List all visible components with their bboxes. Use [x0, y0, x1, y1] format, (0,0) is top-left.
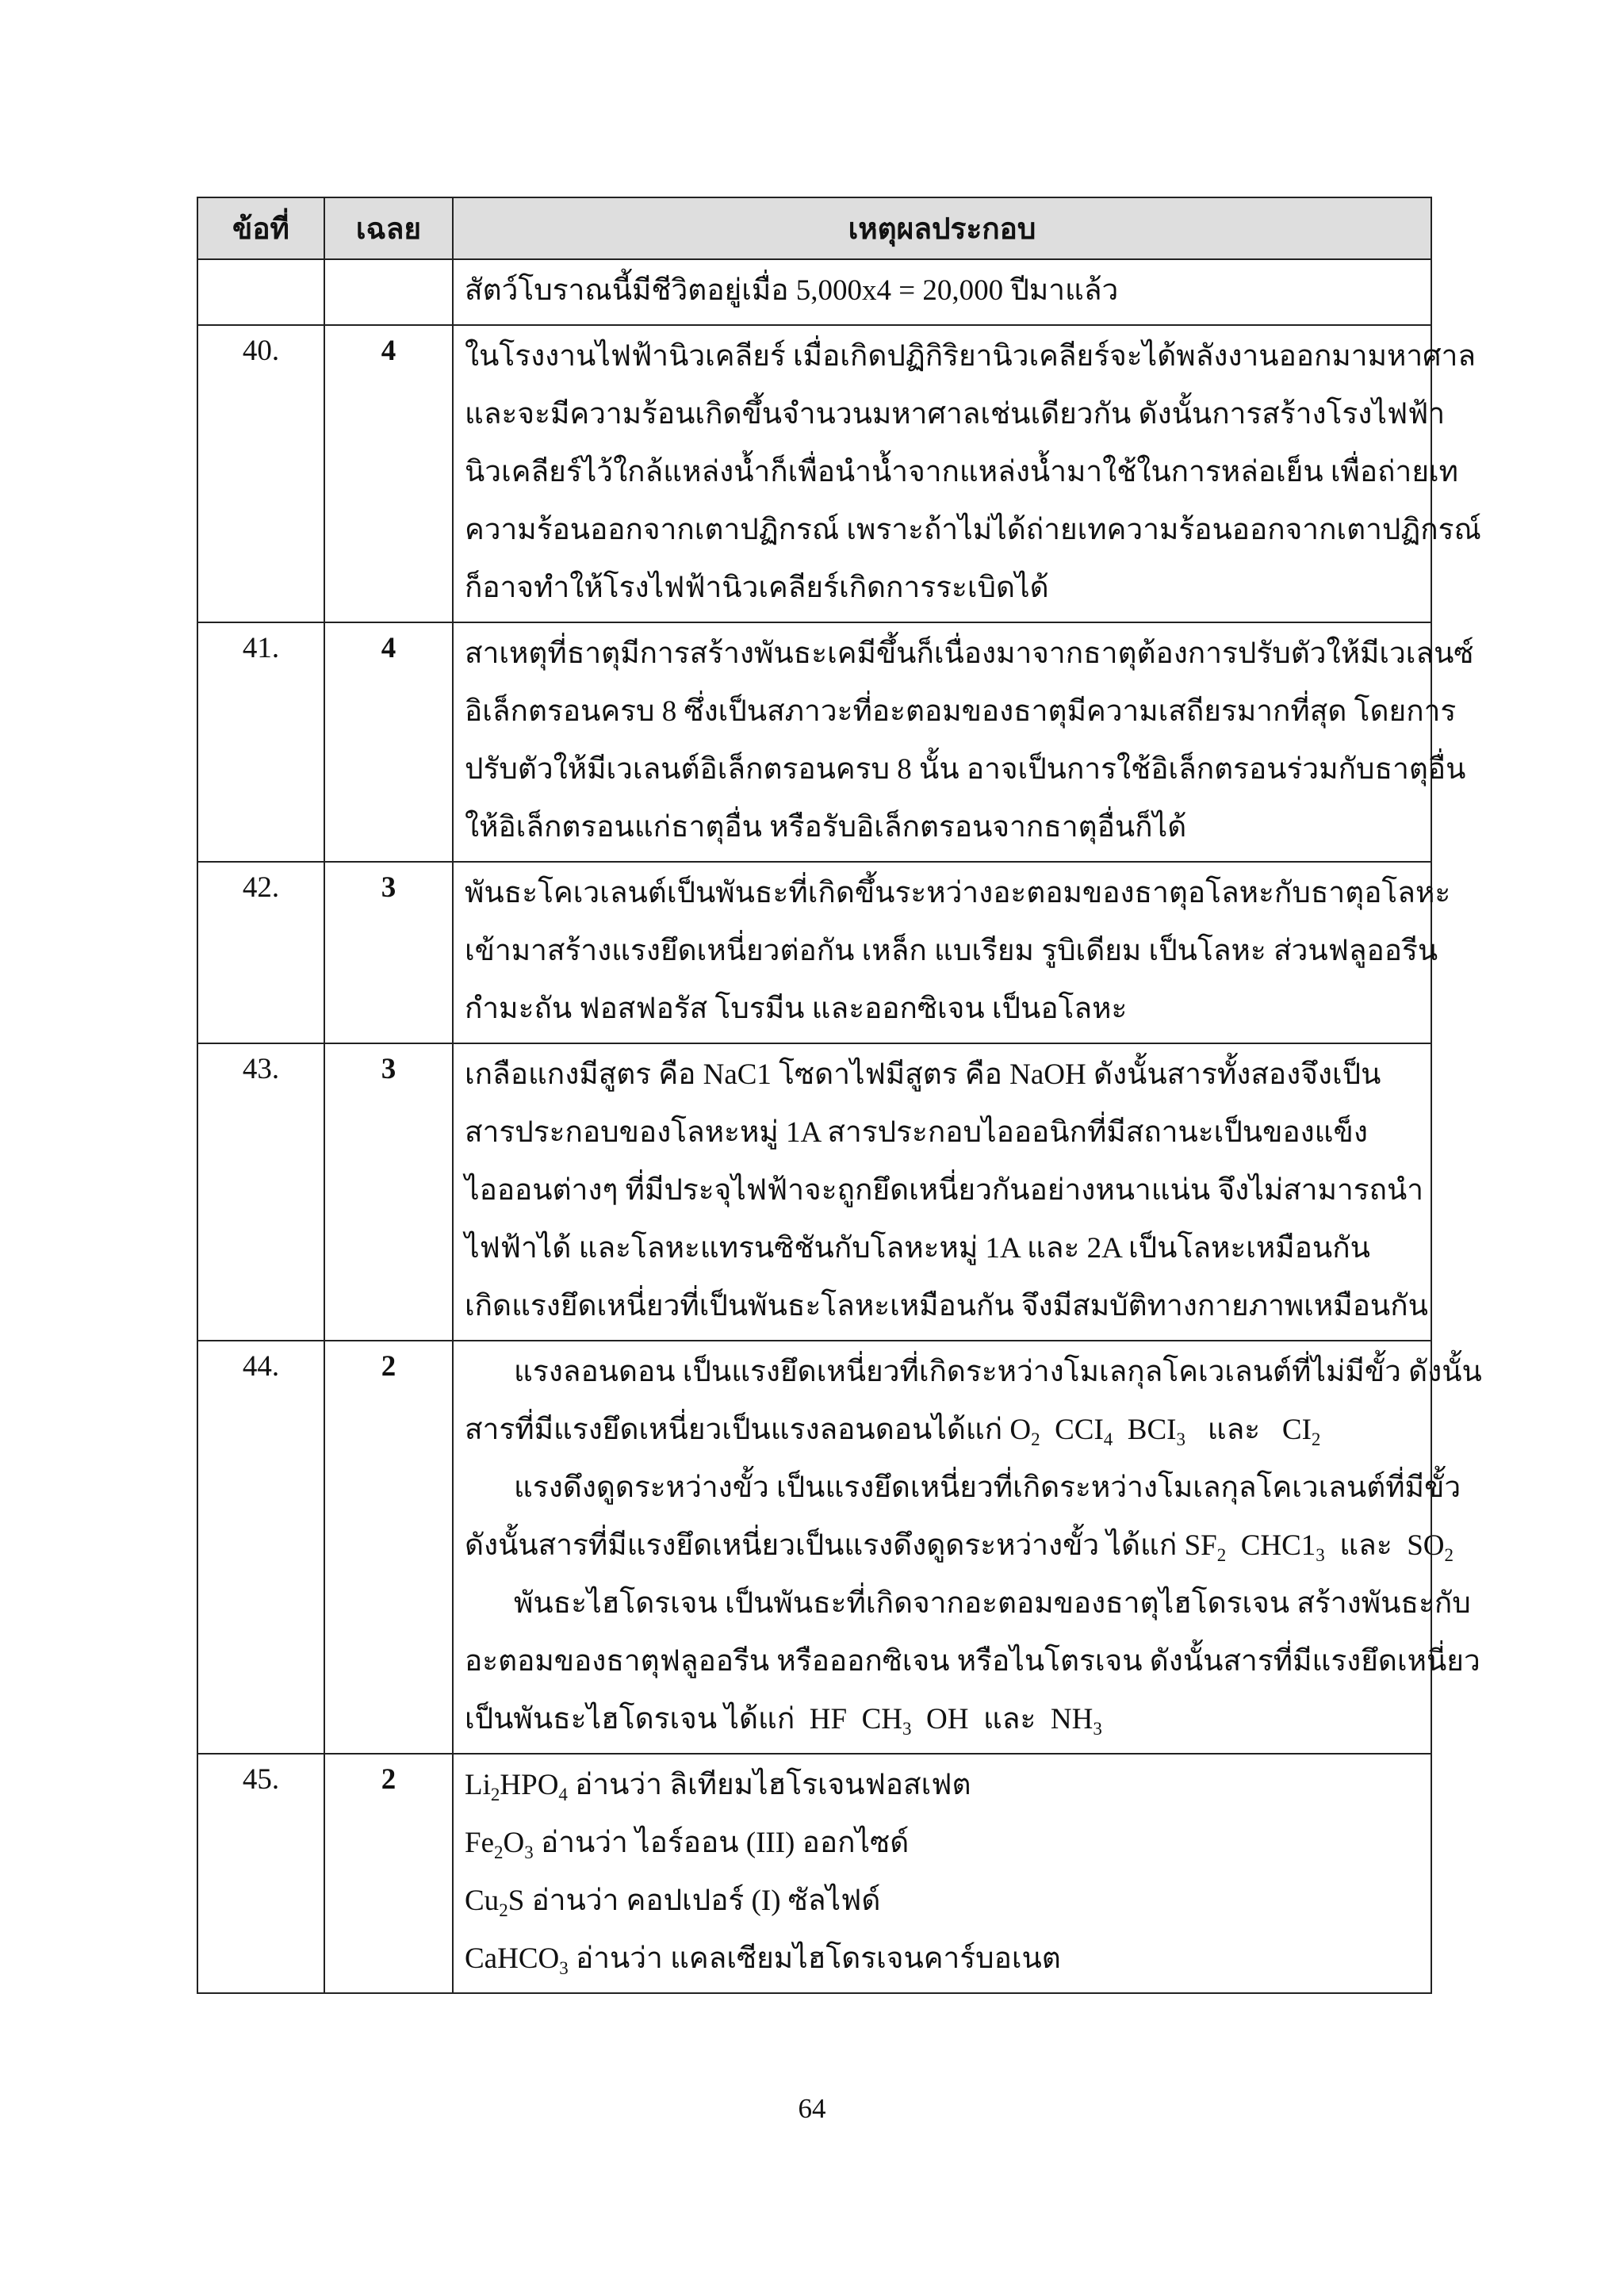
reason-line: เข้ามาสร้างแรงยึดเหนี่ยวต่อกัน เหล็ก แบเรียม รูบิเดียม เป็นโลหะ ส่วนฟลูออรีน: [465, 935, 1438, 967]
cell-reason: [453, 622, 1474, 862]
header-answer: เฉลย: [324, 197, 453, 259]
cell-no: 44.: [197, 1341, 324, 1754]
reason-line: แรงลอนดอน เป็นแรงยึดเหนี่ยวที่เกิดระหว่างโมเลกุลโคเวเลนต์ที่ไม่มีขั้ว ดังนั้น: [514, 1356, 1482, 1388]
reason-line: แรงดึงดูดระหว่างขั้ว เป็นแรงยึดเหนี่ยวที่เกิดระหว่างโมเลกุลโคเวเลนต์ที่มีขั้ว: [514, 1471, 1461, 1504]
table-row-43: [197, 1043, 1431, 1341]
reason-text: ดังนั้นสารที่มีแรงยึดเหนี่ยวเป็นแรงดึงดูดระหว่างขั้ว ได้แก่: [465, 1529, 1178, 1562]
reads-as-word: อ่านว่า: [531, 1885, 619, 1917]
compound-name: แคลเซียมไฮโดรเจนคาร์บอเนต: [670, 1942, 1061, 1975]
cell-answer: 3: [324, 1043, 453, 1341]
table-row-44: [197, 1341, 1431, 1754]
reason-line: กำมะถัน ฟอสฟอรัส โบรมีน และออกซิเจน เป็นอโลหะ: [465, 993, 1128, 1025]
reason-line: เป็นพันธะไฮโดรเจน ได้แก่ HF $CH_3$ OH และ $NH_3$: [465, 1703, 1102, 1739]
cell-no: 40.: [197, 325, 324, 622]
table-row-continued: [197, 259, 1431, 325]
and-word: และ: [1339, 1529, 1392, 1562]
cell-reason: [453, 862, 1451, 1043]
reason-line: $Li_2HPO_4$ อ่านว่า ลิเทียมไฮโรเจนฟอสเฟต: [465, 1769, 971, 1804]
and-word: และ: [1207, 1414, 1261, 1446]
reason-line: $Cu_2S$ อ่านว่า คอปเปอร์ (I) ซัลไฟด์: [465, 1885, 881, 1920]
reason-line: ดังนั้นสารที่มีแรงยึดเหนี่ยวเป็นแรงดึงดูดระหว่างขั้ว ได้แก่ $SF_2$ $CHC1_3$ และ $SO_2$: [465, 1529, 1454, 1565]
reason-line: อิเล็กตรอนครบ 8 ซึ่งเป็นสภาวะที่อะตอมของธาตุมีความเสถียรมากที่สุด โดยการ: [465, 695, 1457, 728]
cell-no: 42.: [197, 862, 324, 1043]
cell-reason: [453, 1341, 1482, 1754]
cell-no: 41.: [197, 622, 324, 862]
cell-no: [197, 259, 324, 325]
reason-line: สารที่มีแรงยึดเหนี่ยวเป็นแรงลอนดอนได้แก่ $O_2$ $CCI_4$ $BCI_3$ และ $CI_2$: [465, 1414, 1321, 1449]
reason-line: สารประกอบของโลหะหมู่ 1A สารประกอบไอออนิกที่มีสถานะเป็นของแข็ง: [465, 1116, 1368, 1149]
table-row-45: [197, 1754, 1431, 1993]
cell-no: 43.: [197, 1043, 324, 1341]
table-row-42: [197, 862, 1431, 1043]
reason-line: ความร้อนออกจากเตาปฏิกรณ์ เพราะถ้าไม่ได้ถ่ายเทความร้อนออกจากเตาปฏิกรณ์: [465, 514, 1481, 546]
table-row-40: [197, 325, 1431, 622]
reads-as-word: อ่านว่า: [575, 1769, 663, 1801]
answer-table: [197, 197, 1482, 1994]
compound-name: ลิเทียมไฮโรเจนฟอสเฟต: [669, 1769, 971, 1801]
reason-text: เป็นพันธะไฮโดรเจน ได้แก่: [465, 1703, 795, 1735]
cell-answer: [324, 259, 453, 325]
reason-line: ในโรงงานไฟฟ้านิวเคลียร์ เมื่อเกิดปฏิกิริยานิวเคลียร์จะได้พลังงานออกมามหาศาล: [465, 340, 1477, 373]
header-no: ข้อที่: [197, 197, 324, 259]
reason-line: CaHCO$_3$ อ่านว่า แคลเซียมไฮโดรเจนคาร์บอเนต: [465, 1942, 1061, 1978]
reason-line: ให้อิเล็กตรอนแก่ธาตุอื่น หรือรับอิเล็กตรอนจากธาตุอื่นก็ได้: [465, 811, 1187, 844]
reason-line: พันธะไฮโดรเจน เป็นพันธะที่เกิดจากอะตอมของธาตุไฮโดรเจน สร้างพันธะกับ: [514, 1587, 1471, 1620]
reason-line: นิวเคลียร์ไว้ใกล้แหล่งน้ำก็เพื่อนำน้ำจากแหล่งน้ำมาใช้ในการหล่อเย็น เพื่อถ่ายเท: [465, 456, 1459, 488]
cell-reason: [453, 1043, 1431, 1341]
reason-line: $Fe_2O_3$ อ่านว่า ไอร์ออน (III) ออกไซด์: [465, 1827, 910, 1862]
reason-line: และจะมีความร้อนเกิดขึ้นจำนวนมหาศาลเช่นเดียวกัน ดังนั้นการสร้างโรงไฟฟ้า: [465, 398, 1446, 430]
cell-no: 45.: [197, 1754, 324, 1993]
reason-line: สัตว์โบราณนี้มีชีวิตอยู่เมื่อ 5,000x4 = 20,000 ปีมาแล้ว: [465, 274, 1119, 307]
cell-reason: [453, 259, 1431, 325]
cell-answer: 2: [324, 1341, 453, 1754]
reason-line: เกลือแกงมีสูตร คือ NaC1 โซดาไฟมีสูตร คือ NaOH ดังนั้นสารทั้งสองจึงเป็น: [465, 1058, 1381, 1091]
compound-name: คอปเปอร์ (I) ซัลไฟด์: [626, 1885, 881, 1917]
reason-line: สาเหตุที่ธาตุมีการสร้างพันธะเคมีขึ้นก็เนื่องมาจากธาตุต้องการปรับตัวให้มีเวเลนซ์: [465, 637, 1474, 670]
reason-line: ปรับตัวให้มีเวเลนต์อิเล็กตรอนครบ 8 นั้น อาจเป็นการใช้อิเล็กตรอนร่วมกับธาตุอื่น: [465, 753, 1466, 786]
cell-reason: [453, 325, 1481, 622]
reason-line: เกิดแรงยึดเหนี่ยวที่เป็นพันธะโลหะเหมือนกัน จึงมีสมบัติทางกายภาพเหมือนกัน: [465, 1290, 1428, 1322]
reason-line: ไอออนต่างๆ ที่มีประจุไฟฟ้าจะถูกยึดเหนี่ยวกันอย่างหนาแน่น จึงไม่สามารถนำ: [465, 1174, 1424, 1207]
reason-line: พันธะโคเวเลนต์เป็นพันธะที่เกิดขึ้นระหว่างอะตอมของธาตุอโลหะกับธาตุอโลหะ: [465, 877, 1451, 909]
cell-answer: 3: [324, 862, 453, 1043]
table-header-row: [197, 197, 1431, 259]
cell-answer: 2: [324, 1754, 453, 1993]
compound-name: ไอร์ออน (III) ออกไซด์: [635, 1827, 910, 1859]
page-number: 64: [798, 2093, 826, 2124]
cell-reason: [453, 1754, 1431, 1993]
header-reason: เหตุผลประกอบ: [453, 197, 1431, 259]
cell-answer: 4: [324, 622, 453, 862]
reason-text: สารที่มีแรงยึดเหนี่ยวเป็นแรงลอนดอนได้แก่: [465, 1414, 1003, 1446]
reason-line: ไฟฟ้าได้ และโลหะแทรนซิชันกับโลหะหมู่ 1A และ 2A เป็นโลหะเหมือนกัน: [465, 1232, 1370, 1265]
and-word: และ: [982, 1703, 1036, 1735]
reason-line: ก็อาจทำให้โรงไฟฟ้านิวเคลียร์เกิดการระเบิดได้: [465, 572, 1049, 604]
reads-as-word: อ่านว่า: [540, 1827, 628, 1859]
cell-answer: 4: [324, 325, 453, 622]
reads-as-word: อ่านว่า: [575, 1942, 663, 1975]
reason-line: อะตอมของธาตุฟลูออรีน หรือออกซิเจน หรือไนโตรเจน ดังนั้นสารที่มีแรงยึดเหนี่ยว: [465, 1645, 1480, 1678]
table-row-41: [197, 622, 1431, 862]
